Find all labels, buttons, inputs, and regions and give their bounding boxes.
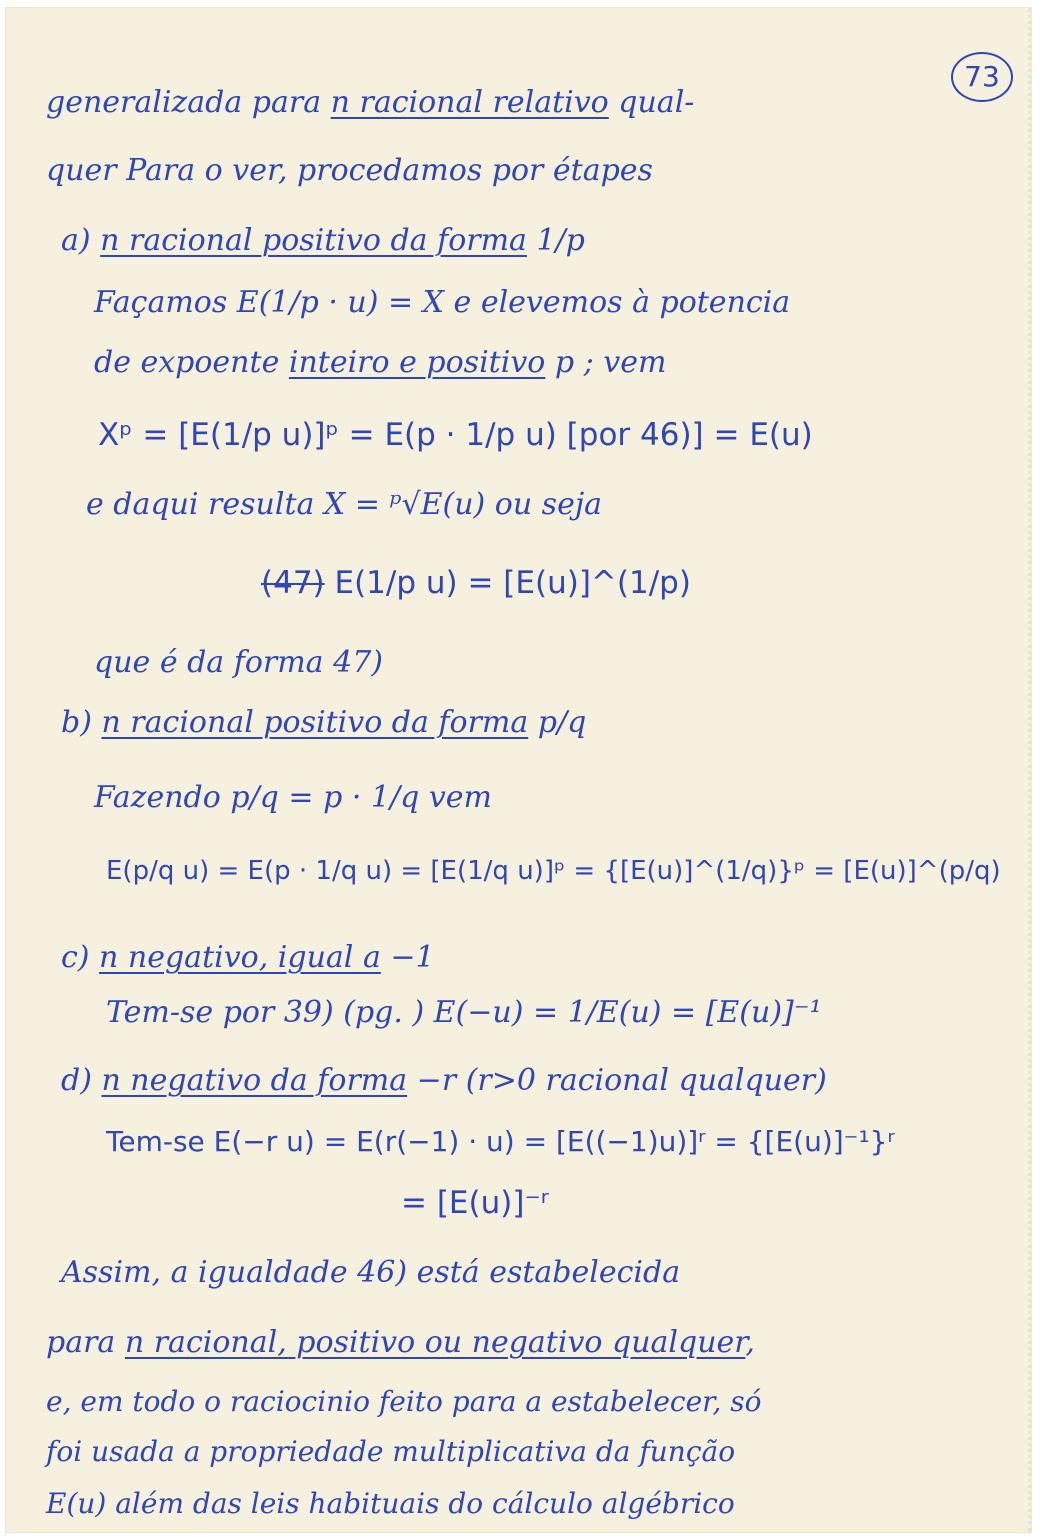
line-9: que é da forma 47)	[94, 645, 383, 680]
line-5: de expoente inteiro e positivo p ; vem	[94, 345, 667, 380]
line-4: Façamos E(1/p · u) = X e elevemos à potencia	[94, 285, 791, 320]
equation-neg-r-result: = [E(u)]⁻ʳ	[401, 1185, 549, 1221]
manuscript-page	[6, 8, 1031, 1532]
item-b-heading: b) n racional positivo da forma p/q	[61, 705, 587, 740]
equation-pq: E(p/q u) = E(p · 1/q u) = [E(1/q u)]ᵖ = {[E(u)]^(1/q)}ᵖ = [E(u)]^(p/q)	[106, 856, 1001, 886]
line-2: quer Para o ver, procedamos por étapes	[46, 153, 653, 188]
line-1: generalizada para n racional relativo qual-	[46, 85, 695, 120]
item-d-heading: d) n negativo da forma −r (r>0 racional qualquer)	[61, 1063, 827, 1098]
line-14: Tem-se por 39) (pg. ) E(−u) = 1/E(u) = [E(u)]⁻¹	[106, 995, 822, 1030]
line-18: Assim, a igualdade 46) está estabelecida	[61, 1255, 681, 1290]
line-7: e daqui resulta X = ᵖ√E(u) ou seja	[86, 487, 603, 522]
equation-47: (47) E(1/p u) = [E(u)]^(1/p)	[261, 565, 691, 601]
line-22: E(u) além das leis habituais do cálculo algébrico	[46, 1487, 735, 1520]
line-19: para n racional, positivo ou negativo qualquer,	[46, 1325, 755, 1360]
equation-neg-r: Tem-se E(−r u) = E(r(−1) · u) = [E((−1)u)]ʳ = {[E(u)]⁻¹}ʳ	[106, 1125, 895, 1158]
item-c-heading: c) n negativo, igual a −1	[61, 940, 435, 975]
item-a-heading: a) n racional positivo da forma 1/p	[61, 223, 585, 258]
line-20: e, em todo o raciocinio feito para a estabelecer, só	[46, 1385, 762, 1418]
page-number-circle: 73	[951, 52, 1013, 102]
line-21: foi usada a propriedade multiplicativa da função	[46, 1435, 736, 1468]
line-11: Fazendo p/q = p · 1/q vem	[94, 780, 492, 815]
equation-x-power: Xᵖ = [E(1/p u)]ᵖ = E(p · 1/p u) [por 46)] = E(u)	[98, 417, 813, 453]
